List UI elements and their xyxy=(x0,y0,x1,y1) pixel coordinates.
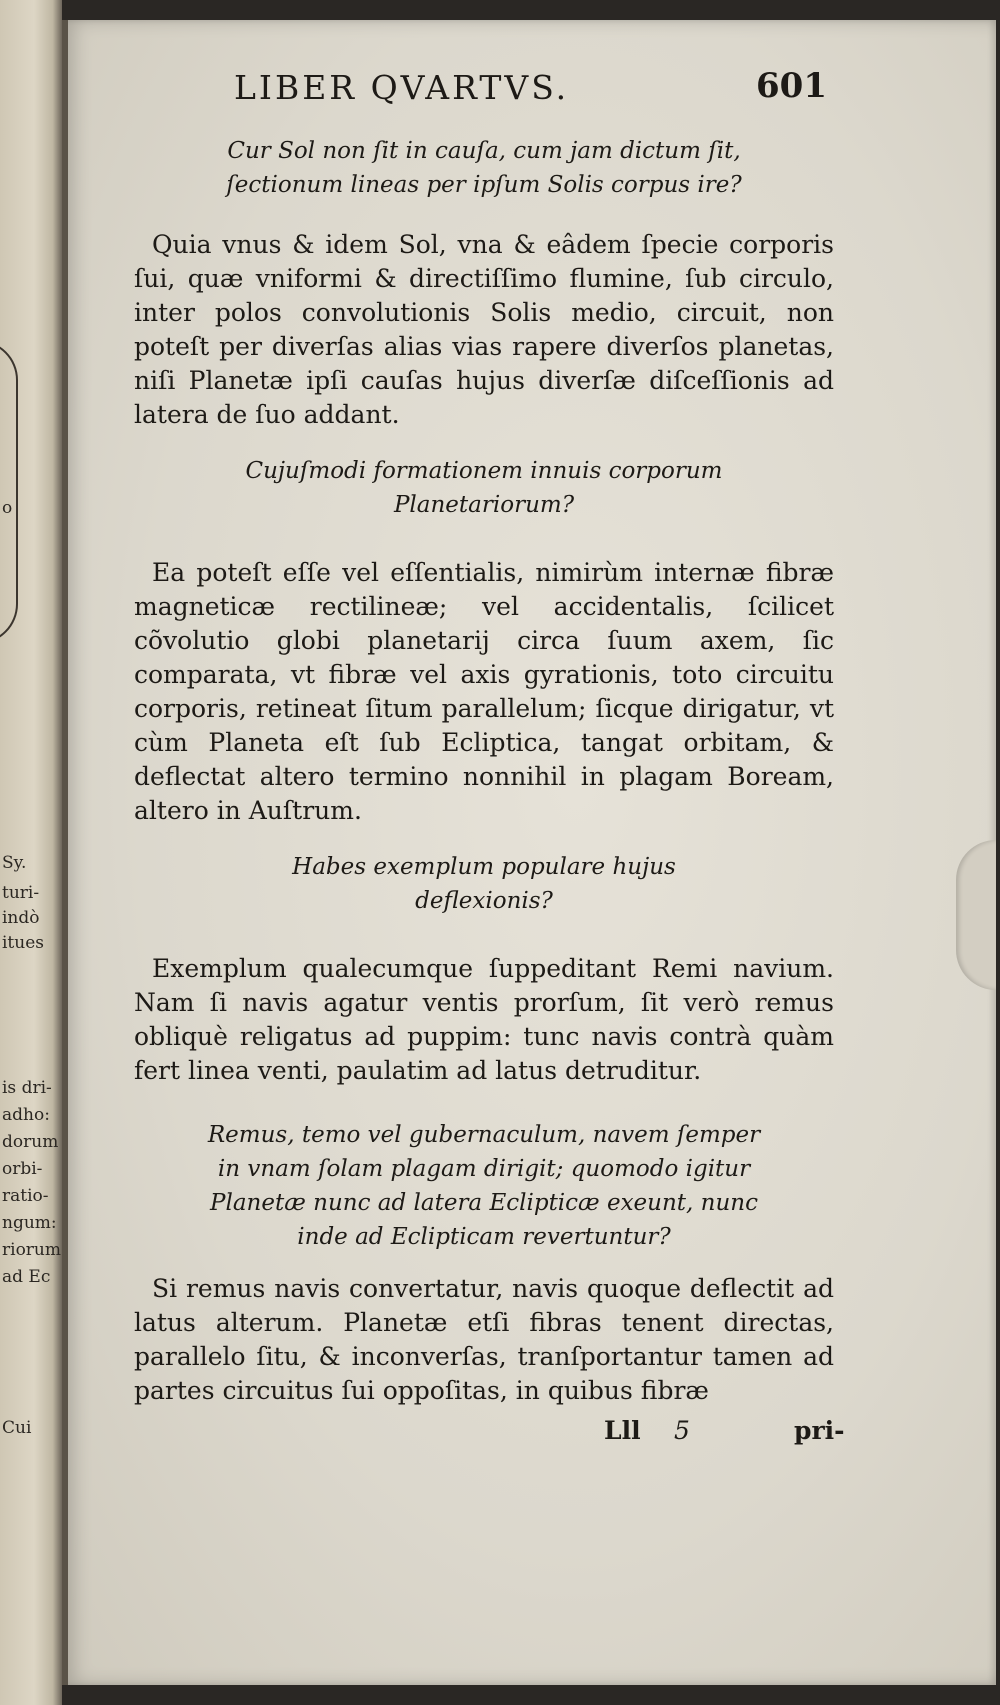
answer-paragraph: Exemplum qualecumque ſuppeditant Remi navium. Nam ſi navis agatur ventis prorſum, ſit verò remus obliquè religatus ad puppim: tunc navis contrà quàm fert linea venti, paulatim ad latus detruditur. xyxy=(134,954,834,1085)
margin-fragment: adho: xyxy=(2,1105,50,1125)
answer-paragraph: Si remus navis convertatur, navis quoque deflectit ad latus alterum. Planetæ etſi fibras tenent directas, parallelo ſitu, & inconverſas, tranſportantur tamen ad partes circuitus ſui oppoſitas, in quibus fibræ xyxy=(134,1274,834,1405)
book-page xyxy=(62,20,996,1685)
page-text xyxy=(134,50,845,1454)
margin-fragment: ngum: xyxy=(2,1213,57,1233)
margin-fragment: indò xyxy=(2,908,40,928)
margin-fragment: ad Ec xyxy=(2,1267,51,1287)
left-facing-page-edge xyxy=(0,0,62,1705)
page-tab xyxy=(956,840,996,990)
running-title: LIBER QVARTVS. xyxy=(234,68,570,107)
margin-fragment: o xyxy=(2,498,13,518)
question-heading: Cur Sol non ſit in cauſa, cum jam dictum ſit, ſectionum lineas per ipſum Solis corpus ire? xyxy=(226,138,742,198)
answer-paragraph: Ea poteſt eſſe vel eſſentialis, nimirùm internæ fibræ magneticæ rectilineæ; vel accidentalis, ſcilicet cõvolutio globi planetarij circa ſuum axem, ſic comparata, vt fibræ vel axis gyrationis, toto circuitu corporis, retineat ſitum parallelum; ſicque dirigatur, vt cùm Planeta eſt ſub Ecliptica, tangat orbitam, & deflectat altero termino nonnihil in plagam Boream, altero in Auſtrum. xyxy=(134,558,834,825)
margin-fragment: Sy. xyxy=(2,853,27,873)
signature-number: 5 xyxy=(674,1416,690,1445)
margin-fragment: dorum xyxy=(2,1132,59,1152)
diagram-fragment xyxy=(0,340,18,644)
margin-fragment: riorum xyxy=(2,1240,61,1260)
answer-paragraph: Quia vnus & idem Sol, vna & eâdem ſpecie corporis ſui, quæ vniformi & directiſſimo flumine, ſub circulo, inter polos convolutionis Solis medio, circuit, non poteſt per diverſas alias vias rapere diverſos planetas, niſi Planetæ ipſi cauſas hujus diverſæ diſceſſionis ad latera de ſuo addant. xyxy=(134,230,834,429)
catchline xyxy=(134,1414,845,1454)
margin-fragment: itues xyxy=(2,933,45,953)
margin-fragment: ratio- xyxy=(2,1186,49,1206)
margin-fragment: is dri- xyxy=(2,1078,52,1098)
catchword: pri- xyxy=(794,1416,845,1445)
question-heading: Remus, temo vel gubernaculum, navem ſemper in vnam ſolam plagam dirigit; quomodo igitur Planetæ nunc ad latera Eclipticæ exeunt, nunc inde ad Eclipticam revertuntur? xyxy=(207,1122,761,1250)
page-number: 601 xyxy=(756,66,827,106)
question-heading: Habes exemplum populare hujus deflexionis? xyxy=(292,854,676,914)
margin-fragment: turi- xyxy=(2,883,40,903)
signature-mark: Lll xyxy=(604,1416,641,1445)
page-gutter xyxy=(62,20,68,1685)
question-heading: Cujuſmodi formationem innuis corporum Planetariorum? xyxy=(245,458,723,518)
running-head xyxy=(134,50,834,110)
margin-fragment: Cui xyxy=(2,1418,32,1438)
margin-fragment: orbi- xyxy=(2,1159,43,1179)
